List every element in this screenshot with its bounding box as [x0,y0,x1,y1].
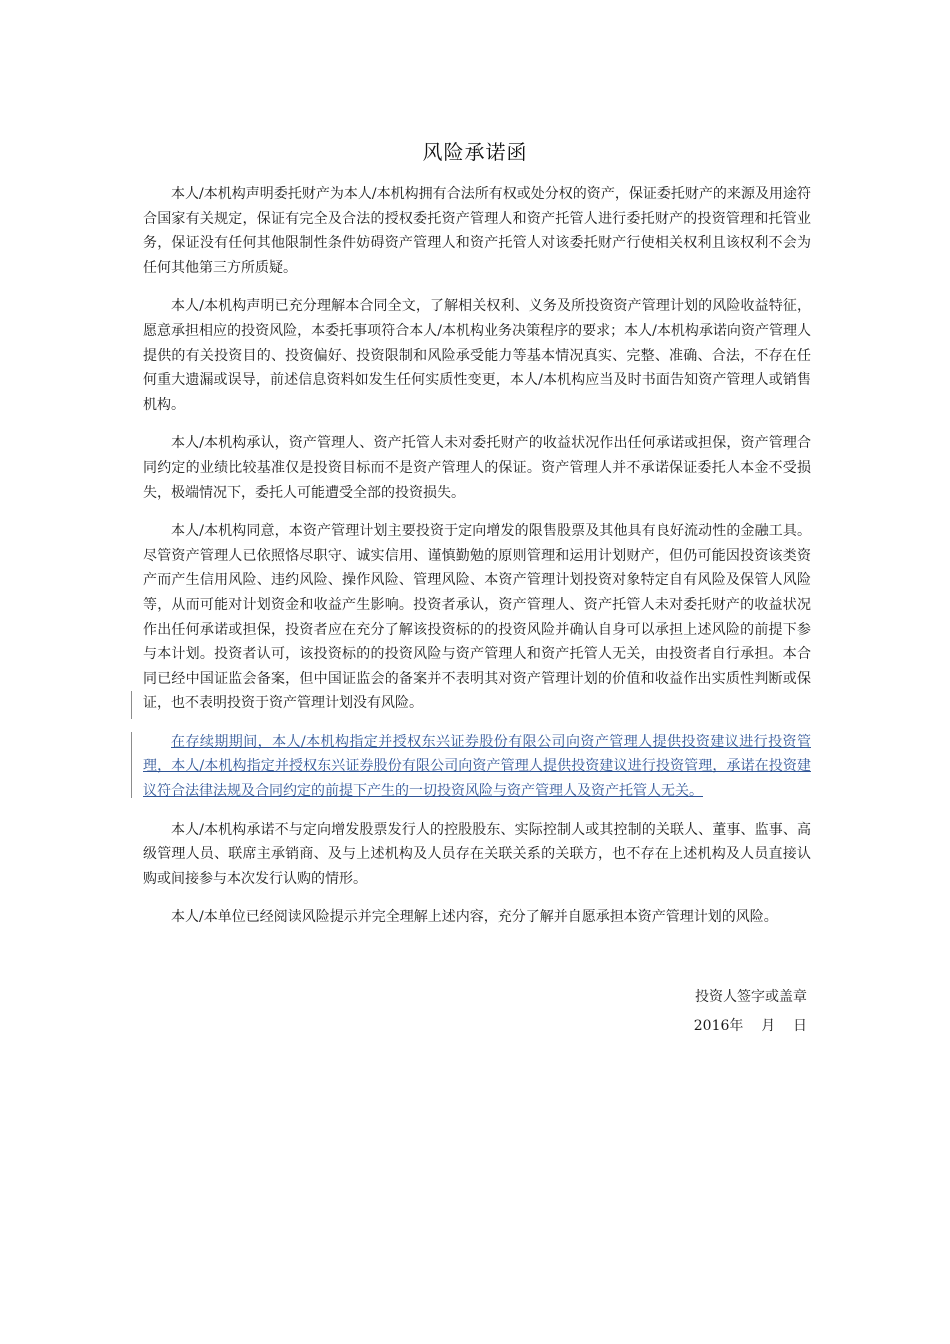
change-bar [131,732,132,798]
paragraph-wrapper-risk-consent [143,519,811,716]
paragraph-no-guarantee: 本人/本机构承认，资产管理人、资产托管人未对委托财产的收益状况作出任何承诺或担保，资产管理合同约定的业绩比较基准仅是投资目标而不是资产管理人的保证。资产管理人并不承诺保证委托人本金不受损失，极端情况下，委托人可能遭受全部的投资损失。 [143,435,811,501]
signature-date: 2016年 月 日 [693,1018,807,1034]
document-body [143,182,811,944]
paragraph-no-related-party: 本人/本机构承诺不与定向增发股票发行人的控股股东、实际控制人或其控制的关联人、董事、监事、高级管理人员、联席主承销商、及与上述机构及人员存在关联关系的关联方，也不存在上述机构及人员直接认购或间接参与本次发行认购的情形。 [143,821,811,887]
change-bar [131,691,132,719]
paragraph-contract-understanding: 本人/本机构声明已充分理解本合同全文，了解相关权利、义务及所投资资产管理计划的风险收益特征，愿意承担相应的投资风险，本委托事项符合本人/本机构业务决策程序的要求；本人/本机构承诺向资产管理人提供的有关投资目的、投资偏好、投资限制和风险承受能力等基本情况真实、完整、准确、合法，不存在任何重大遗漏或误导，前述信息资料如发生任何实质性变更，本人/本机构应当及时书面告知资产管理人或销售机构。 [143,298,811,413]
paragraph-asset-source: 本人/本机构声明委托财产为本人/本机构拥有合法所有权或处分权的资产，保证委托财产的来源及用途符合国家有关规定，保证有完全及合法的授权委托资产管理人和资产托管人进行委托财产的投资管理和托管业务，保证没有任何其他限制性条件妨碍资产管理人和资产托管人对该委托财产行使相关权利且该权利不会为任何其他第三方所质疑。 [143,186,811,276]
paragraph-acknowledgement: 本人/本单位已经阅读风险提示并完全理解上述内容，充分了解并自愿承担本资产管理计划的风险。 [171,909,778,926]
document-title: 风险承诺函 [422,140,528,164]
paragraph-risk-consent: 本人/本机构同意，本资产管理计划主要投资于定向增发的限售股票及其他具有良好流动性的金融工具。尽管资产管理人已依照恪尽职守、诚实信用、谨慎勤勉的原则管理和运用计划财产，但仍可能因投资该类资产而产生信用风险、违约风险、操作风险、管理风险、本资产管理计划投资对象特定自有风险及保管人风险等，从而可能对计划资金和收益产生影响。投资者承认，资产管理人、资产托管人未对委托财产的收益状况作出任何承诺或担保，投资者应在充分了解该投资标的的投资风险并确认自身可以承担上述风险的前提下参与本计划。投资者认可，该投资标的的投资风险与资产管理人和资产托管人无关，由投资者自行承担。本合同已经中国证监会备案，但中国证监会的备案并不表明其对资产管理计划的价值和收益作出实质性判断或保证，也不表明投资于资产管理计划没有风险。 [143,523,811,712]
signature-block [694,985,807,1038]
paragraph-advisor-designation[interactable]: 在存续期期间，本人/本机构指定并授权东兴证券股份有限公司向资产管理人提供投资建议进行投资管理，本人/本机构指定并授权东兴证券股份有限公司向资产管理人提供投资建议进行投资管理，承诺在投资建议符合法律法规及合同约定的前提下产生的一切投资风险与资产管理人及资产托管人无关。 [143,733,811,800]
paragraph-wrapper-advisor-designation [143,730,811,804]
signature-label: 投资人签字或盖章 [695,989,807,1005]
